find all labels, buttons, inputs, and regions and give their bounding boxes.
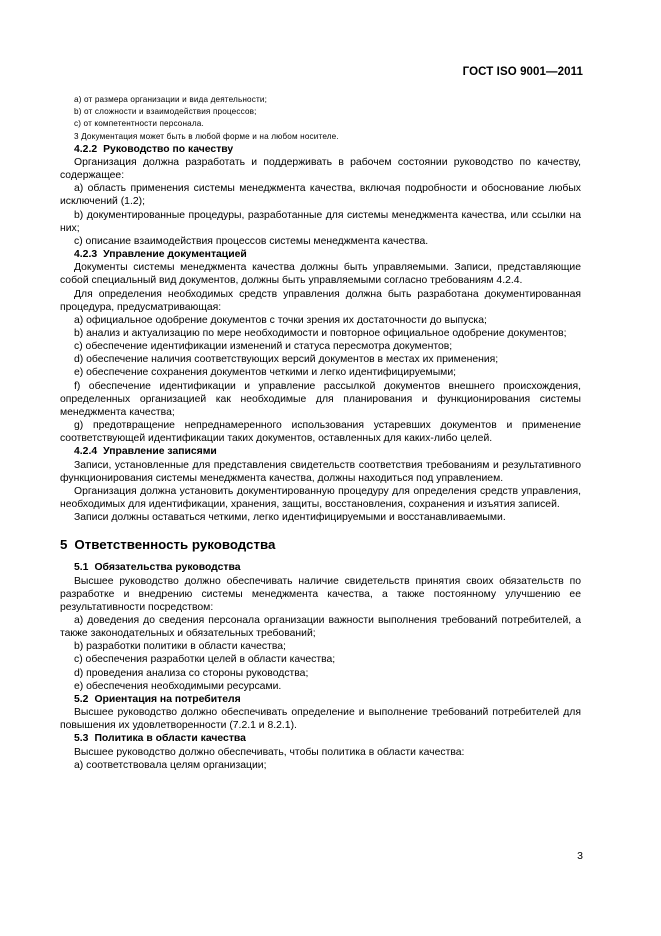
chapter-title: Ответственность руководства [74, 537, 276, 553]
list-item: c) обеспечение идентификации изменений и статуса пересмотра документов; [74, 341, 453, 353]
paragraph: Организация должна разработать и поддерживать в рабочем состоянии руководство по качеству, содержащее: [60, 156, 581, 182]
section-title: Управление документацией [103, 249, 247, 261]
note-line: 3 Документация может быть в любой форме и на любом носителе. [74, 131, 339, 141]
paragraph: Записи, установленные для представления свидетельств соответствия требованиям и результативного функционирования системы менеджмента качества, должны находиться под управлением. [60, 459, 581, 484]
list-item: а) область применения системы менеджмента качества, включая подробности и обоснование любых исключений (1.2); [60, 183, 581, 208]
list-item: а) доведения до сведения персонала организации важности выполнения требований потребителей, а также законодательных и обязательных требований; [60, 614, 581, 640]
paragraph: Документы системы менеджмента качества должны быть управляемыми. Записи, представляющие собой специальный вид документов, должны быть управляемыми согласно требованиям 4.2.4. [60, 262, 581, 287]
list-item: b) анализ и актуализацию по мере необходимости и повторное официальное одобрение документов; [74, 328, 567, 339]
paragraph: Для определения необходимых средств управления должна быть разработана документированная процедура, предусматривающая: [60, 288, 581, 313]
section-heading-5-2 [60, 693, 581, 706]
note-line: b) от сложности и взаимодействия процессов; [74, 107, 257, 117]
section-title: Обязательства руководства [94, 562, 241, 574]
page-number: 3 [577, 850, 583, 862]
chapter-heading-5 [60, 537, 581, 553]
section-title: Ориентация на потребителя [94, 693, 241, 705]
list-item: g) предотвращение непреднамеренного использования устаревших документов и применение соответствующей идентификации таких документов, оставленных для каких-либо целей. [60, 420, 581, 445]
list-item: а) официальное одобрение документов с точки зрения их достаточности до выпуска; [74, 314, 487, 326]
section-number: 5.2 [74, 693, 89, 705]
section-heading-5-1 [60, 561, 581, 574]
list-item: c) описание взаимодействия процессов системы менеджмента качества. [74, 235, 429, 247]
list-item: f) обеспечение идентификации и управление рассылкой документов внешнего происхождения, определенных организацией как необходимые для планирования и функционирования системы менеджмента качества; [60, 380, 581, 418]
note-line: а) от размера организации и вида деятельности; [74, 95, 268, 104]
section-number: 4.2.2 [74, 143, 98, 155]
document-body [60, 94, 581, 772]
list-item: b) документированные процедуры, разработанные для системы менеджмента качества, или ссылки на них; [60, 209, 581, 234]
list-item: d) обеспечение наличия соответствующих версий документов в местах их применения; [74, 354, 499, 366]
note-line: c) от компетентности персонала. [74, 119, 204, 129]
paragraph: Высшее руководство должно обеспечивать, чтобы политика в области качества: [74, 746, 465, 758]
section-heading-4-2-4 [60, 445, 581, 458]
section-title: Руководство по качеству [103, 143, 234, 155]
section-heading-4-2-3 [60, 248, 581, 261]
paragraph: Организация должна установить документированную процедуру для определения средств управления, необходимых для идентификации, хранения, защиты, восстановления, сохранения и изъятия записей. [60, 485, 581, 511]
section-number: 4.2.3 [74, 249, 98, 261]
section-title: Политика в области качества [94, 733, 246, 745]
chapter-number: 5 [60, 537, 68, 553]
section-number: 4.2.4 [74, 446, 98, 458]
section-number: 5.3 [74, 733, 89, 745]
list-item: e) обеспечение сохранения документов четкими и легко идентифицируемыми; [74, 367, 457, 379]
section-heading-5-3 [60, 732, 581, 745]
paragraph: Высшее руководство должно обеспечивать определение и выполнение требований потребителей для повышения их удовлетворенности (7.2.1 и 8.2.1). [60, 707, 581, 732]
paragraph: Записи должны оставаться четкими, легко идентифицируемыми и восстанавливаемыми. [74, 512, 506, 524]
section-title: Управление записями [103, 446, 217, 458]
list-item: c) обеспечения разработки целей в области качества; [74, 654, 336, 666]
section-number: 5.1 [74, 562, 89, 574]
list-item: b) разработки политики в области качества; [74, 641, 286, 653]
list-item: e) обеспечения необходимыми ресурсами. [74, 680, 282, 692]
paragraph: Высшее руководство должно обеспечивать наличие свидетельств принятия своих обязательств по разработке и внедрению системы менеджмента качества, а также постоянному улучшению ее результативности посредством: [60, 575, 581, 613]
list-item: а) соответствовала целям организации; [74, 759, 267, 771]
list-item: d) проведения анализа со стороны руководства; [74, 667, 309, 679]
section-heading-4-2-2 [60, 143, 581, 156]
notes-block [60, 94, 581, 143]
document-header: ГОСТ ISO 9001—2011 [462, 66, 583, 78]
